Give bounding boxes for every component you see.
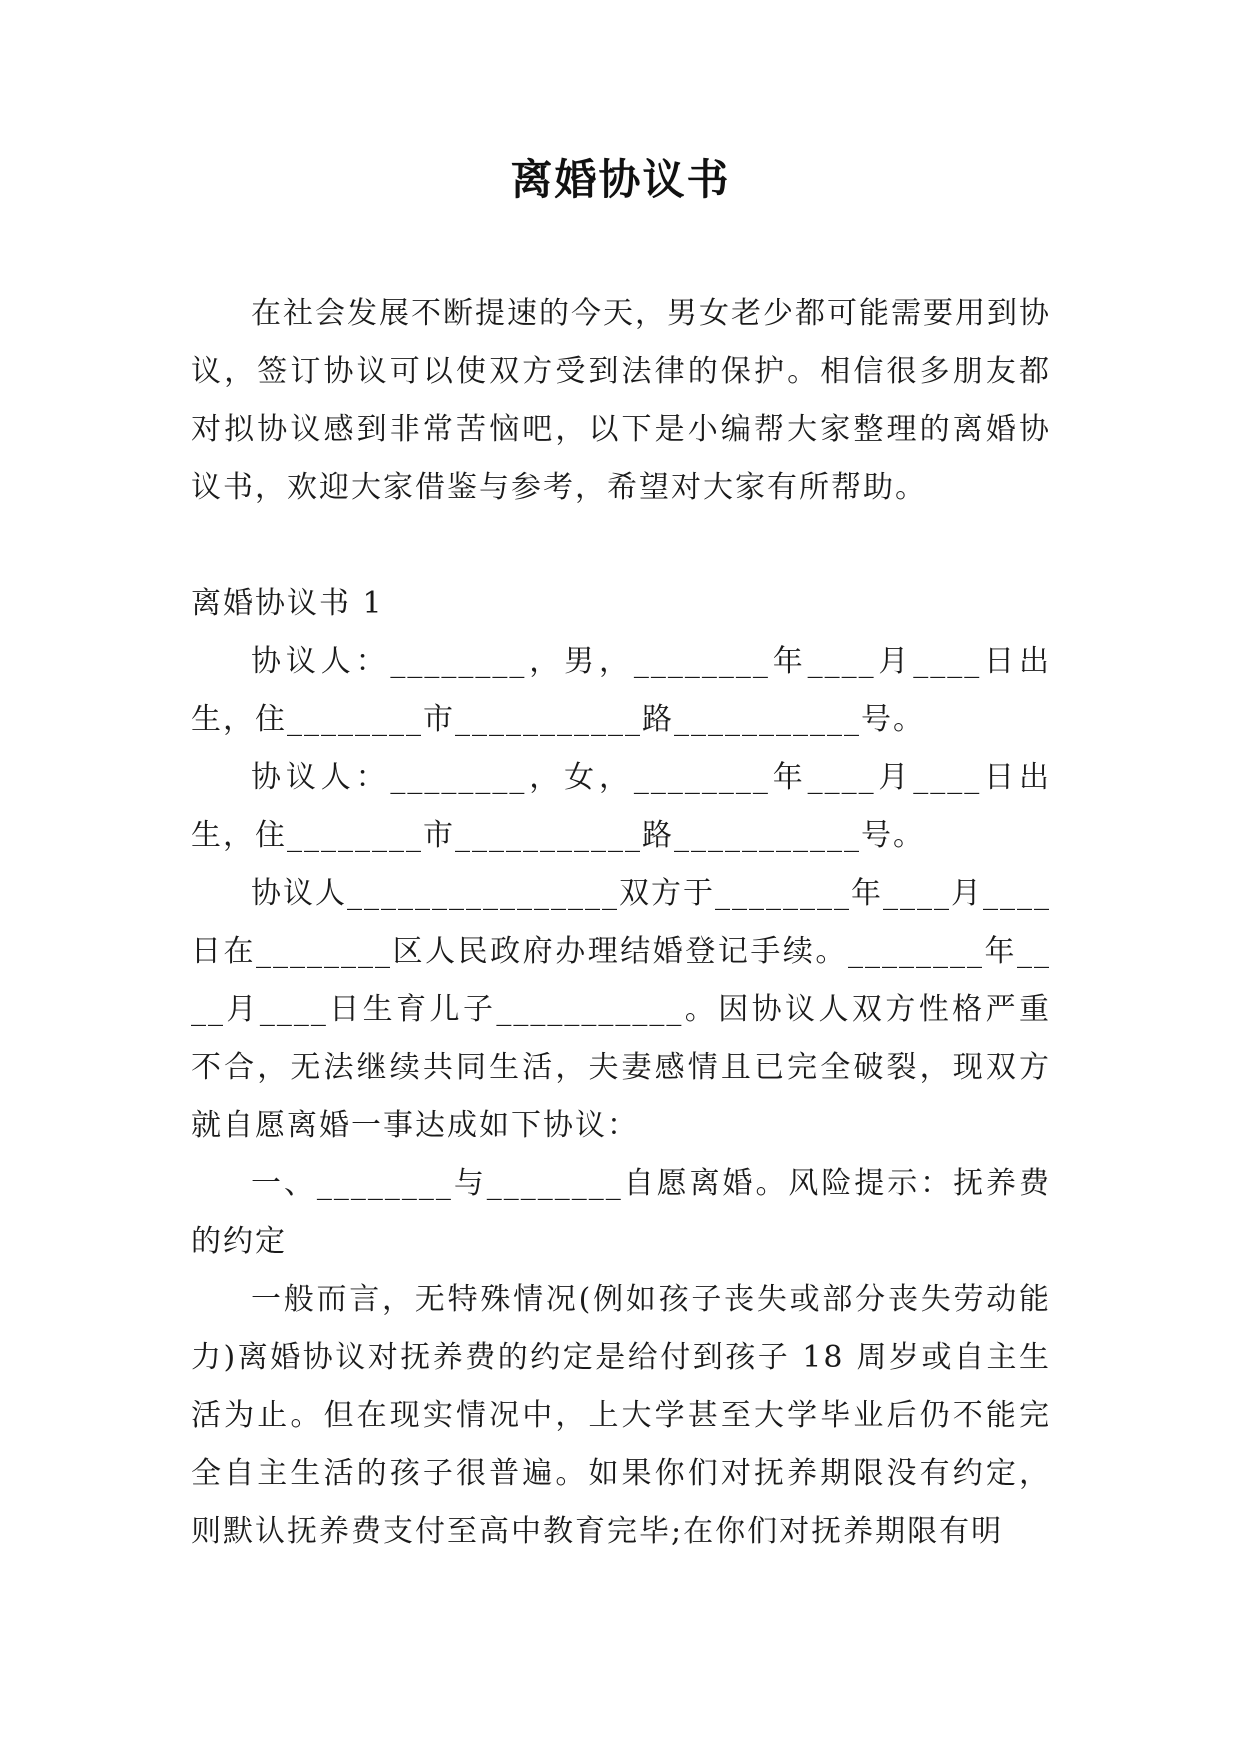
clause-one-paragraph: 一、________与________自愿离婚。风险提示：抚养费的约定 [191,1166,1051,1259]
document-title: 离婚协议书 [510,155,731,204]
marriage-info-paragraph: 协议人________________双方于________年____月____日在________区人民政府办理结婚登记手续。________年____月____日生育儿子___________。因协议人双方性格严重不合，无法继续共同生活，夫妻感情且已完全破裂，现双方就自愿离婚一事达成如下协议： [191,876,1051,1143]
support-note-paragraph: 一般而言，无特殊情况(例如孩子丧失或部分丧失劳动能力)离婚协议对抚养费的约定是给付到孩子 18 周岁或自主生活为止。但在现实情况中，上大学甚至大学毕业后仍不能完全自主生活的孩子很普遍。如果你们对抚养期限没有约定，则默认抚养费支付至高中教育完毕;在你们对抚养期限有明 [191,1282,1051,1549]
paragraph-gap [191,517,1051,575]
document-body [191,285,1051,1561]
intro-paragraph: 在社会发展不断提速的今天，男女老少都可能需要用到协议，签订协议可以使双方受到法律的保护。相信很多朋友都对拟协议感到非常苦恼吧，以下是小编帮大家整理的离婚协议书，欢迎大家借鉴与参考，希望对大家有所帮助。 [191,296,1051,505]
party-male-paragraph: 协议人：________，男，________年____月____日出生，住________市___________路___________号。 [191,644,1051,737]
party-female-paragraph: 协议人：________，女，________年____月____日出生，住________市___________路___________号。 [191,760,1051,853]
section-heading: 离婚协议书 1 [191,586,384,621]
